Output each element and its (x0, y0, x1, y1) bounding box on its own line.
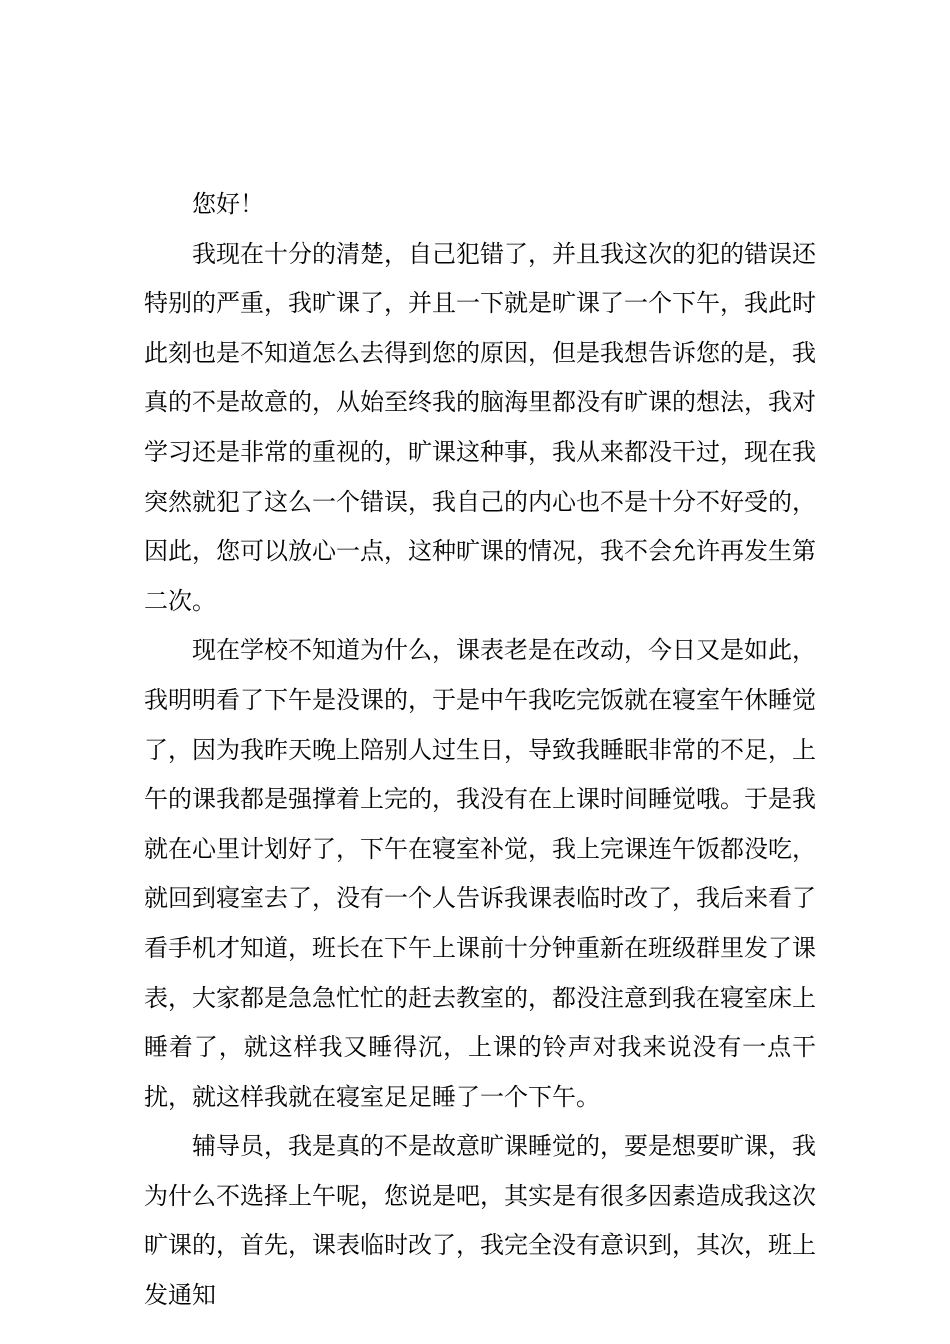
document-page (144, 180, 816, 1321)
paragraph-2: 现在学校不知道为什么，课表老是在改动，今日又是如此，我明明看了下午是没课的，于是中午我吃完饭就在寝室午休睡觉了，因为我昨天晚上陪别人过生日，导致我睡眠非常的不足，上午的课我都是强撑着上完的，我没有在上课时间睡觉哦。于是我就在心里计划好了，下午在寝室补觉，我上完课连午饭都没吃，就回到寝室去了，没有一个人告诉我课表临时改了，我后来看了看手机才知道，班长在下午上课前十分钟重新在班级群里发了课表，大家都是急急忙忙的赶去教室的，都没注意到我在寝室床上睡着了，就这样我又睡得沉，上课的铃声对我来说没有一点干扰，就这样我就在寝室足足睡了一个下午。 (144, 636, 816, 1111)
paragraph-3: 辅导员，我是真的不是故意旷课睡觉的，要是想要旷课，我为什么不选择上午呢，您说是吧，其实是有很多因素造成我这次旷课的，首先，课表临时改了，我完全没有意识到，其次，班上发通知 (144, 1132, 816, 1310)
paragraph-1: 我现在十分的清楚，自己犯错了，并且我这次的犯的错误还特别的严重，我旷课了，并且一下就是旷课了一个下午，我此时此刻也是不知道怎么去得到您的原因，但是我想告诉您的是，我真的不是故意的，从始至终我的脑海里都没有旷课的想法，我对学习还是非常的重视的，旷课这种事，我从来都没干过，现在我突然就犯了这么一个错误，我自己的内心也不是十分不好受的，因此，您可以放心一点，这种旷课的情况，我不会允许再发生第二次。 (144, 239, 816, 615)
greeting: 您好！ (192, 190, 264, 218)
